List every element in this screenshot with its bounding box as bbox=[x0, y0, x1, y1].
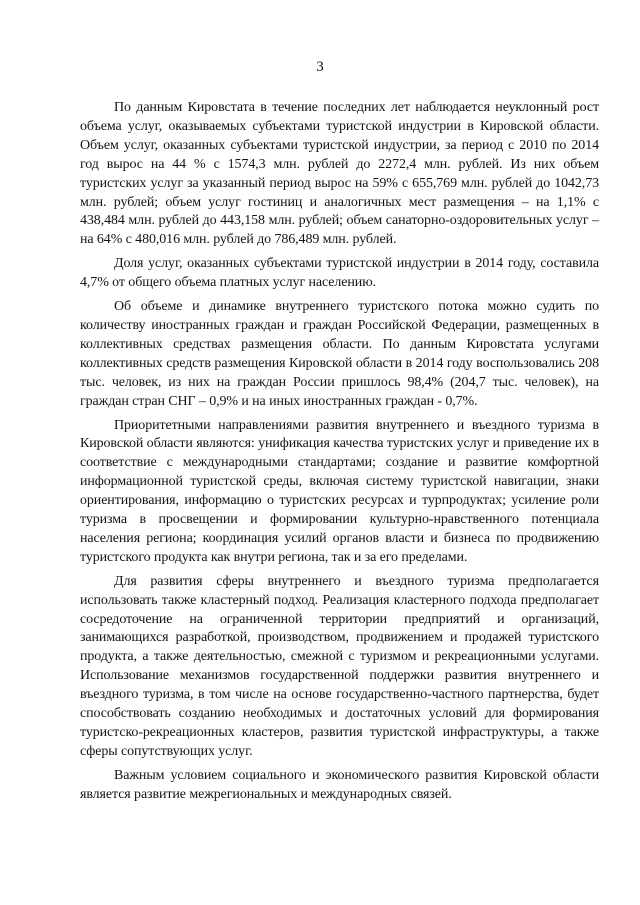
paragraph-interregional-links: Важным условием социального и экономического развития Кировской области является развитие межрегиональных и международных связей. bbox=[80, 767, 599, 802]
page-number: 3 bbox=[316, 59, 324, 75]
document-body bbox=[80, 99, 599, 810]
paragraph-services-volume: По данным Кировстата в течение последних лет наблюдается неуклонный рост объема услуг, оказываемых субъектами туристской индустрии в Кировской области. Объем услуг, оказанных субъектами туристской индустрии, за период с 2010 по 2014 год вырос на 44 % с 1574,3 млн. рублей до 2272,4 млн. рублей. Из них объем туристских услуг за указанный период вырос на 59% с 655,769 млн. рублей до 1042,73 млн. рублей; объем услуг гостиниц и аналогичных мест размещения – на 1,1% с 438,484 млн. рублей до 443,158 млн. рублей; объем санаторно-оздоровительных услуг – на 64% с 480,016 млн. рублей до 786,489 млн. рублей. bbox=[80, 100, 599, 248]
paragraph-tourist-flow: Об объеме и динамике внутреннего туристского потока можно судить по количеству иностранных граждан и граждан Российской Федерации, размещенных в коллективных средствах размещения области. По данным Кировстата услугами коллективных средств размещения Кировской области в 2014 году воспользовались 208 тыс. человек, из них на граждан России пришлось 98,4% (204,7 тыс. человек), на граждан стран СНГ – 0,9% и на иных иностранных граждан - 0,7%. bbox=[80, 299, 599, 409]
paragraph-priorities: Приоритетными направлениями развития внутреннего и въездного туризма в Кировской области являются: унификация качества туристских услуг и приведение их в соответствие с международными стандартами; создание и развитие комфортной информационной туристской среды, включая систему туристской навигации, знаки ориентирования, информацию о туристских ресурсах и турпродуктах; усиление роли туризма в просвещении и формировании культурно-нравственного потенциала населения региона; координация усилий органов власти и бизнеса по продвижению туристского продукта как внутри региона, так и за его пределами. bbox=[80, 417, 599, 565]
paragraph-services-share: Доля услуг, оказанных субъектами туристской индустрии в 2014 году, составила 4,7% от общего объема платных услуг населению. bbox=[80, 256, 599, 291]
paragraph-cluster-approach: Для развития сферы внутреннего и въездного туризма предполагается использовать также кластерный подход. Реализация кластерного подхода предполагает сосредоточение на ограниченной территории предприятий и организаций, занимающихся разработкой, производством, продвижением и продажей туристского продукта, а также деятельностью, смежной с туризмом и рекреационными услугами. Использование механизмов государственной поддержки развития внутреннего и въездного туризма, в том числе на основе государственно-частного партнерства, будет способствовать созданию необходимых и достаточных условий для формирования туристско-рекреационных кластеров, развития туристской инфраструктуры, а также сферы сопутствующих услуг. bbox=[80, 573, 599, 759]
